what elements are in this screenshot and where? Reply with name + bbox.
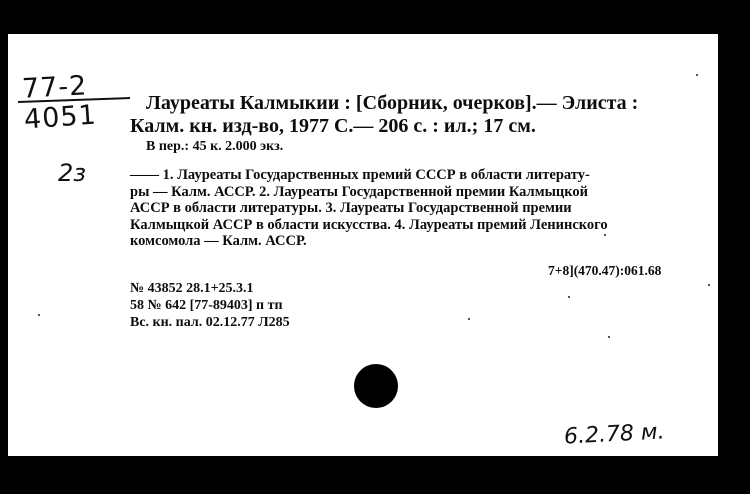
scan-speck xyxy=(604,234,606,236)
record-price: В пер.: 45 к. 2.000 экз. xyxy=(146,139,284,154)
scan-speck xyxy=(38,314,40,316)
handwritten-date: 6.2.78 м. xyxy=(563,419,666,450)
handwritten-call-number-top: 77-2 xyxy=(21,70,89,105)
publication-line-3: Вс. кн. пал. 02.12.77 Л285 xyxy=(130,315,290,330)
record-title-line-2: Калм. кн. изд-во, 1977 С.— 206 с. : ил.; 17 см. xyxy=(130,115,536,137)
scan-speck xyxy=(468,318,470,320)
udc-classification: 7+8](470.47):061.68 xyxy=(548,263,662,278)
record-title-line-1: Лауреаты Калмыкии : [Сборник, очерков].— Элиста : xyxy=(146,92,639,114)
subject-line: —— 1. Лауреаты Государственных премий СССР в области литерату- xyxy=(130,167,590,183)
scan-speck xyxy=(708,284,710,286)
handwritten-mark: 2з xyxy=(58,159,87,187)
scan-speck xyxy=(608,336,610,338)
punch-hole xyxy=(354,364,398,408)
subject-headings xyxy=(130,167,698,250)
scan-speck xyxy=(696,74,698,76)
handwritten-call-number-bottom: 4051 xyxy=(23,99,98,136)
catalog-card xyxy=(8,34,718,456)
publication-line-2: 58 № 642 [77-89403] п тп xyxy=(130,298,283,313)
subject-line: ры — Калм. АССР. 2. Лауреаты Государственной премии Калмыцкой xyxy=(130,183,589,200)
subject-line: АССР в области литературы. 3. Лауреаты Государственной премии xyxy=(130,200,572,216)
subject-line: Калмыцкой АССР в области искусства. 4. Лауреаты премий Ленинского xyxy=(130,216,608,233)
subject-line: комсомола — Калм. АССР. xyxy=(130,233,307,249)
publication-line-1: № 43852 28.1+25.3.1 xyxy=(130,281,254,296)
scan-speck xyxy=(568,296,570,298)
